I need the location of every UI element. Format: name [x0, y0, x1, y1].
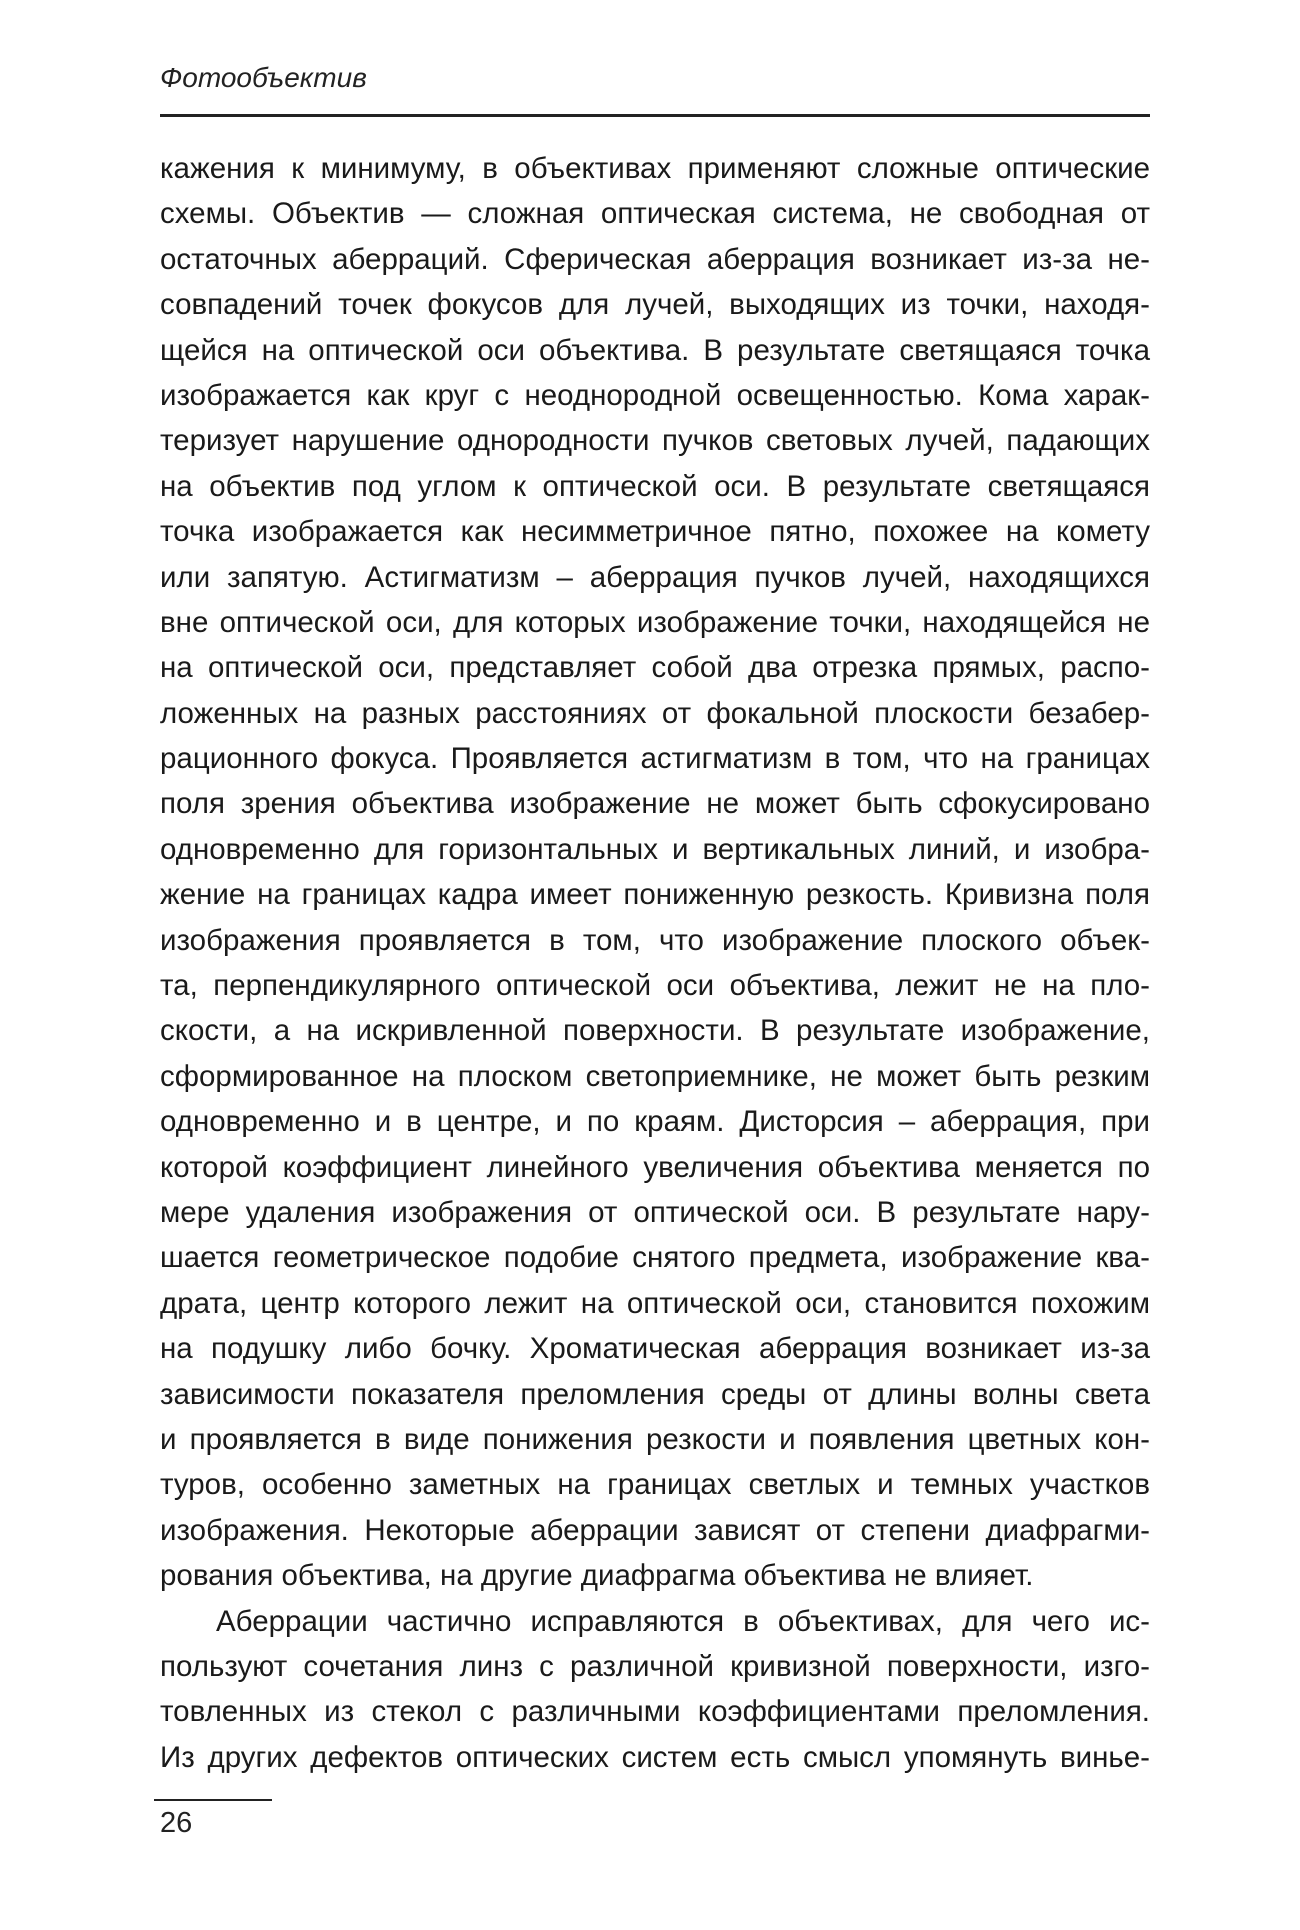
- text-line: на оптической оси, представляет собой два отрезка прямых, распо-: [160, 651, 1150, 685]
- text-line: пользуют сочетания линз с различной кривизной поверхности, изго-: [160, 1649, 1150, 1683]
- text-line: скости, а на искривленной поверхности. В результате изображение,: [160, 1014, 1150, 1048]
- paragraph: [160, 1599, 1150, 1781]
- text-line: остаточных аберраций. Сферическая аберрация возникает из-за не-: [160, 242, 1150, 276]
- text-line: туров, особенно заметных на границах светлых и темных участков: [160, 1468, 1150, 1502]
- text-line: которой коэффициент линейного увеличения объектива меняется по: [160, 1150, 1150, 1184]
- text-line: одновременно для горизонтальных и вертикальных линий, и изобра-: [160, 832, 1150, 866]
- text-line: или запятую. Астигматизм – аберрация пучков лучей, находящихся: [160, 560, 1150, 594]
- text-line: жение на границах кадра имеет пониженную резкость. Кривизна поля: [160, 878, 1150, 912]
- text-line: совпадений точек фокусов для лучей, выходящих из точки, находя-: [160, 288, 1150, 322]
- text-line: изображения. Некоторые аберрации зависят от степени диафрагми-: [160, 1513, 1150, 1547]
- text-line: ложенных на разных расстояниях от фокальной плоскости безабер-: [160, 696, 1150, 730]
- text-line: сформированное на плоском светоприемнике, не может быть резким: [160, 1059, 1150, 1093]
- text-line: одновременно и в центре, и по краям. Дисторсия – аберрация, при: [160, 1105, 1150, 1139]
- text-line: мере удаления изображения от оптической оси. В результате нару-: [160, 1195, 1150, 1229]
- text-line: кажения к минимуму, в объективах применяют сложные оптические: [160, 152, 1150, 185]
- text-line: схемы. Объектив — сложная оптическая система, не свободная от: [160, 197, 1150, 231]
- text-line: изображения проявляется в том, что изображение плоского объек-: [160, 923, 1150, 957]
- text-line: рования объектива, на другие диафрагма объектива не влияет.: [160, 1559, 1034, 1593]
- text-line: на подушку либо бочку. Хроматическая аберрация возникает из-за: [160, 1332, 1150, 1366]
- text-line: Из других дефектов оптических систем есть смысл упомянуть винье-: [160, 1740, 1150, 1774]
- page-number: 26: [160, 1807, 193, 1839]
- text-line: та, перпендикулярного оптической оси объектива, лежит не на пло-: [160, 969, 1150, 1003]
- page-body: [160, 146, 1150, 1780]
- text-line: рационного фокуса. Проявляется астигматизм в том, что на границах: [160, 742, 1150, 776]
- text-line: точка изображается как несимметричное пятно, похожее на комету: [160, 515, 1150, 549]
- text-line: и проявляется в виде понижения резкости и появления цветных кон-: [160, 1422, 1150, 1456]
- header-divider: [160, 114, 1150, 117]
- text-line: щейся на оптической оси объектива. В результате светящаяся точка: [160, 333, 1150, 367]
- text-line: товленных из стекол с различными коэффициентами преломления.: [160, 1695, 1150, 1729]
- text-line: драта, центр которого лежит на оптической оси, становится похожим: [160, 1286, 1150, 1320]
- text-line: поля зрения объектива изображение не может быть сфокусировано: [160, 787, 1150, 821]
- paragraph: [160, 146, 1150, 1599]
- text-line: Аберрации частично исправляются в объективах, для чего ис-: [216, 1604, 1150, 1638]
- text-line: шается геометрическое подобие снятого предмета, изображение ква-: [160, 1241, 1150, 1275]
- text-line: изображается как круг с неоднородной освещенностью. Кома харак-: [160, 378, 1150, 412]
- text-line: на объектив под углом к оптической оси. В результате светящаяся: [160, 469, 1150, 503]
- text-line: зависимости показателя преломления среды от длины волны света: [160, 1377, 1150, 1411]
- text-line: вне оптической оси, для которых изображение точки, находящейся не: [160, 605, 1150, 639]
- text-line: теризует нарушение однородности пучков световых лучей, падающих: [160, 424, 1150, 458]
- footer-divider: [154, 1799, 272, 1801]
- running-header-title: Фотообъектив: [160, 62, 367, 93]
